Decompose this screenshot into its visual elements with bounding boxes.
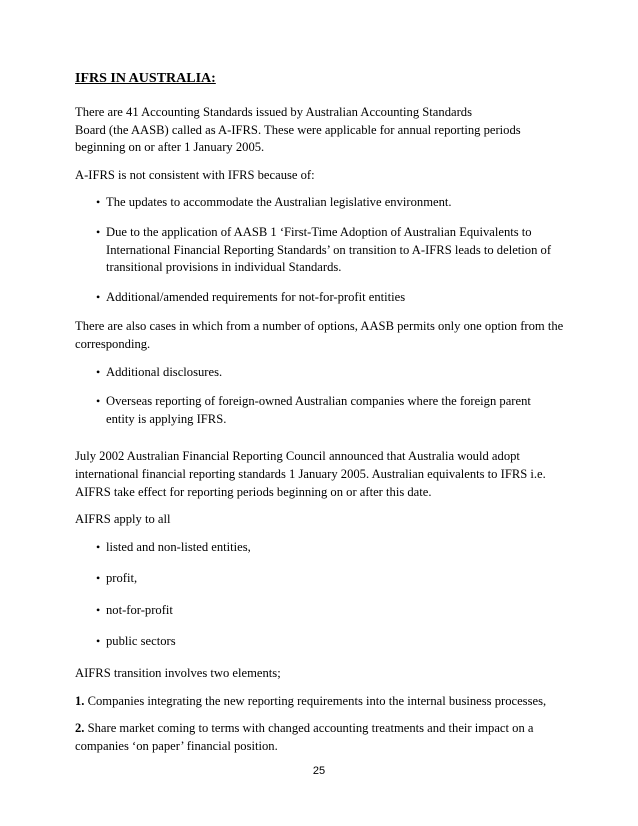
list-item-text: not-for-profit — [106, 602, 173, 617]
bullet-icon: • — [96, 634, 101, 649]
list-item-text: The updates to accommodate the Australian legislative environment. — [106, 195, 452, 210]
element-item — [75, 693, 570, 711]
adoption-paragraph — [75, 448, 570, 501]
bullet-icon: • — [96, 539, 101, 554]
list-item-text: Overseas reporting of foreign-owned Australian companies where the foreign parent — [106, 394, 531, 409]
options-paragraph — [75, 318, 570, 353]
list-item — [75, 364, 570, 382]
adoption-line: AIFRS take effect for reporting periods beginning on or after this date. — [75, 484, 432, 499]
list-item — [75, 393, 570, 428]
list-item — [75, 570, 570, 588]
element-text: companies ‘on paper’ financial position. — [75, 738, 278, 753]
intro-line: beginning on or after 1 January 2005. — [75, 140, 265, 155]
bullet-icon: • — [96, 571, 101, 586]
list-item-text: transitional provisions in individual Standards. — [106, 260, 342, 275]
bullet-icon: • — [96, 289, 101, 304]
transition-intro: AIFRS transition involves two elements; — [75, 666, 281, 681]
list-item — [75, 633, 570, 651]
options-line: corresponding. — [75, 336, 151, 351]
intro-line: There are 41 Accounting Standards issued by Australian Accounting Standards — [75, 105, 472, 119]
element-item — [75, 720, 570, 755]
list-item — [75, 194, 570, 212]
element-number: 1. — [75, 693, 85, 708]
list-item-text: listed and non-listed entities, — [106, 539, 251, 554]
options-line: There are also cases in which from a number of options, AASB permits only one option from the — [75, 319, 564, 334]
apply-intro: AIFRS apply to all — [75, 512, 171, 527]
element-text: Companies integrating the new reporting requirements into the internal business processes, — [87, 693, 547, 708]
list-item-text: Additional/amended requirements for not-for-profit entities — [106, 289, 406, 304]
list-item-text: Additional disclosures. — [106, 364, 223, 379]
list-item — [75, 289, 570, 307]
bullet-icon: • — [96, 394, 101, 409]
options-list — [75, 364, 570, 429]
list-item — [75, 602, 570, 620]
list-item-text: Due to the application of AASB 1 ‘First-Time Adoption of Australian Equivalents to — [106, 224, 532, 239]
page-number: 25 — [312, 765, 326, 777]
page-heading: IFRS IN AUSTRALIA: — [75, 71, 216, 86]
document-page — [75, 70, 570, 765]
bullet-icon: • — [96, 224, 101, 239]
adoption-line: July 2002 Australian Financial Reporting Council announced that Australia would adopt — [75, 449, 520, 464]
list-item-text: entity is applying IFRS. — [106, 411, 227, 426]
list-item-text: International Financial Reporting Standards’ on transition to A-IFRS leads to deletion of — [106, 242, 552, 257]
reasons-list — [75, 194, 570, 306]
not-consistent-intro: A-IFRS is not consistent with IFRS because of: — [75, 167, 315, 182]
list-item-text: profit, — [106, 571, 138, 586]
bullet-icon: • — [96, 602, 101, 617]
intro-line: Board (the AASB) called as A-IFRS. These were applicable for annual reporting periods — [75, 122, 521, 137]
list-item — [75, 539, 570, 557]
list-item — [75, 224, 570, 277]
bullet-icon: • — [96, 364, 101, 379]
apply-list — [75, 539, 570, 651]
list-item-text: public sectors — [106, 634, 176, 649]
bullet-icon: • — [96, 195, 101, 210]
adoption-line: international financial reporting standards 1 January 2005. Australian equivalents to IFRS i.e. — [75, 466, 546, 481]
intro-paragraph — [75, 104, 570, 157]
element-number: 2. — [75, 721, 85, 736]
element-text: Share market coming to terms with changed accounting treatments and their impact on a — [87, 721, 534, 736]
